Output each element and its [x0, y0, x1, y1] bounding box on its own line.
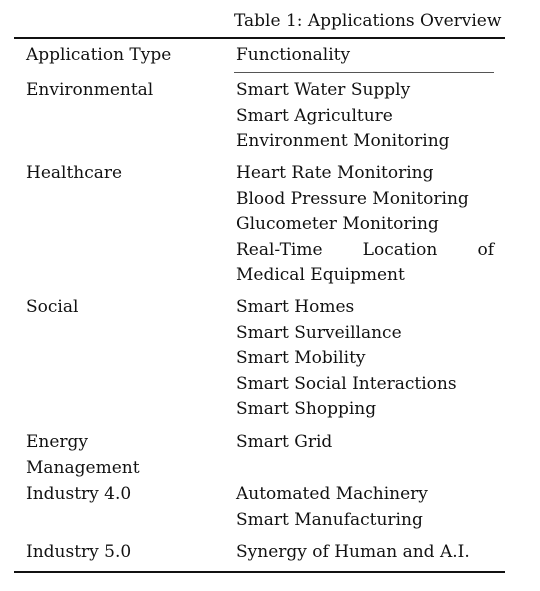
- row-environmental-functions: [236, 78, 496, 155]
- function-item: Blood Pressure Monitoring: [236, 188, 469, 209]
- function-item: Smart Grid: [236, 432, 333, 452]
- row-industry5-functions: [236, 540, 496, 566]
- row-energy-type: [26, 430, 216, 481]
- header-functionality: Functionality: [236, 45, 351, 65]
- row-social-type: [26, 295, 216, 321]
- type-line: Environmental: [26, 80, 154, 100]
- type-line: Management: [26, 457, 140, 478]
- word: Location: [362, 239, 438, 260]
- top-rule: [14, 37, 505, 39]
- row-healthcare-functions: [236, 161, 496, 289]
- function-item: Glucometer Monitoring: [236, 214, 439, 234]
- function-item: Smart Surveillance: [236, 322, 402, 343]
- table-caption: Table 1: Applications Overview: [234, 11, 502, 31]
- function-item: Smart Social Interactions: [236, 373, 457, 394]
- row-energy-functions: [236, 430, 496, 456]
- function-item: Smart Shopping: [236, 399, 377, 419]
- function-item: Heart Rate Monitoring: [236, 163, 434, 183]
- header-application-type: Application Type: [26, 45, 172, 65]
- row-healthcare-type: [26, 161, 216, 187]
- function-item: Medical Equipment: [236, 265, 405, 285]
- word: Real-Time: [236, 239, 323, 260]
- function-item: Smart Homes: [236, 297, 355, 317]
- row-industry4-type: [26, 482, 216, 508]
- function-item: Automated Machinery: [236, 484, 428, 504]
- function-item: Environment Monitoring: [236, 131, 450, 151]
- function-item: Smart Manufacturing: [236, 509, 423, 530]
- type-line: Social: [26, 297, 79, 317]
- type-line: Industry 5.0: [26, 542, 132, 562]
- function-item: Smart Water Supply: [236, 80, 411, 100]
- function-item: Smart Mobility: [236, 348, 366, 368]
- row-industry4-functions: [236, 482, 496, 533]
- type-line: Healthcare: [26, 163, 123, 183]
- header-rule: [234, 72, 494, 73]
- function-item-justified: [236, 238, 494, 264]
- row-environmental-type: [26, 78, 216, 104]
- type-line: Industry 4.0: [26, 484, 132, 504]
- row-industry5-type: [26, 540, 216, 566]
- type-line: Energy: [26, 432, 89, 452]
- function-item: Synergy of Human and A.I.: [236, 542, 470, 562]
- bottom-rule: [14, 571, 505, 573]
- function-item: Smart Agriculture: [236, 105, 393, 126]
- row-social-functions: [236, 295, 496, 423]
- word: of: [477, 239, 494, 260]
